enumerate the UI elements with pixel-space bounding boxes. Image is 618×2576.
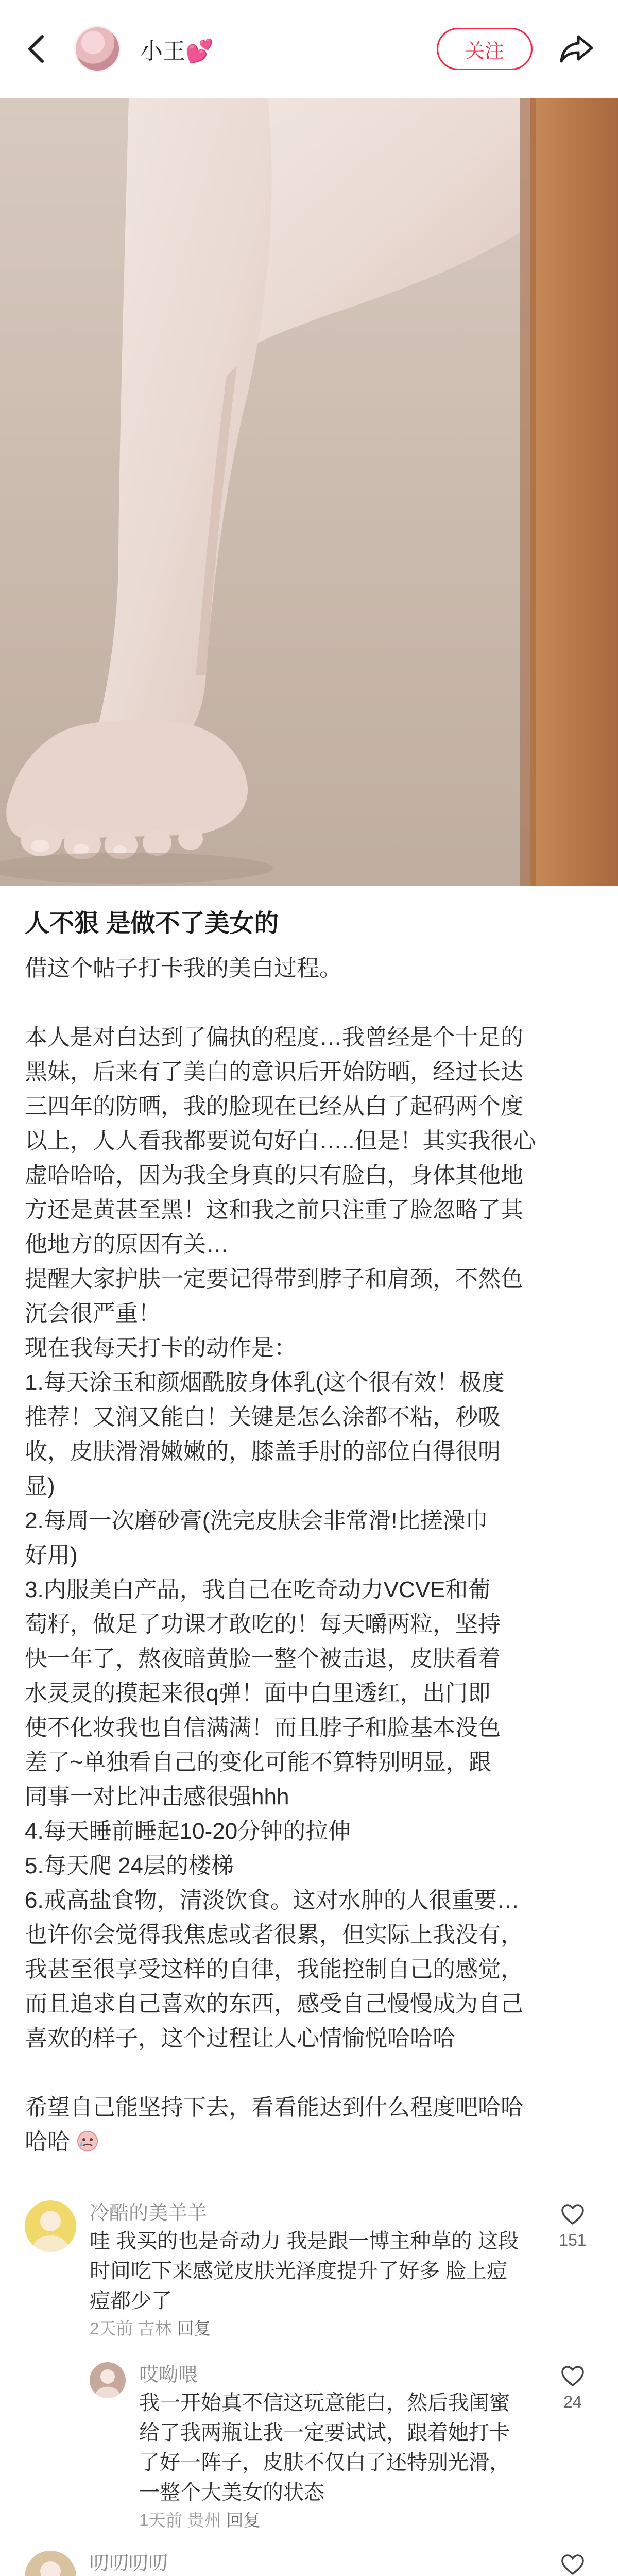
comment-body (76, 2551, 593, 2576)
post-text-line: 而且追求自己喜欢的东西，感受自己慢慢成为自己 (25, 1991, 523, 2016)
post-closing-line: 希望自己能坚持下去，看看能达到什么程度吧哈哈 (25, 2095, 523, 2120)
commenter-name-text: 哎呦喂 (139, 2364, 198, 2386)
comment-body (76, 2200, 593, 2342)
post-text-line: 三四年的防晒，我的脸现在已经从白了起码两个度 (25, 1094, 523, 1119)
like-button[interactable] (552, 2554, 593, 2576)
post-text-line: 1.每天涂玉和颜烟酰胺身体乳(这个很有效！极度 (25, 1370, 505, 1395)
comment-time-location: 1天前 贵州 (139, 2511, 221, 2530)
crying-face-icon (76, 2128, 99, 2162)
post-text-line: 本人是对白达到了偏执的程度…我曾经是个十足的 (25, 1025, 523, 1050)
comment-item (25, 2200, 593, 2342)
reply-item (90, 2362, 593, 2533)
commenter-name[interactable] (90, 2551, 526, 2576)
share-icon (559, 33, 595, 64)
post-text-line: 他地方的原因有关… (25, 1232, 229, 1257)
post-text-line: 6.戒高盐食物，清淡饮食。这对水肿的人很重要… (25, 1888, 520, 1913)
reply-button[interactable]: 回复 (177, 2319, 211, 2338)
commenter-name[interactable] (139, 2362, 526, 2388)
post-text-line: 方还是黄甚至黑！这和我之前只注重了脸忽略了其 (25, 1197, 523, 1223)
comment-section (0, 2185, 618, 2576)
comment-text[interactable] (139, 2388, 526, 2507)
comment-text-content: 哇 我买的也是奇动力 我是跟一博主种草的 这段时间吃下来感觉皮肤光泽度提升了好多 脸上痘痘都少了 (90, 2230, 519, 2312)
post-text-line: 也许你会觉得我焦虑或者很累，但实际上我没有， (25, 1922, 523, 1947)
like-count: 24 (563, 2393, 582, 2411)
post-text-line: 虚哈哈哈，因为我全身真的只有脸白，身体其他地 (25, 1163, 523, 1188)
post-text-line: 好用) (25, 1543, 78, 1568)
comment-meta-row (90, 2316, 526, 2342)
post-closing-text: 哈哈 (25, 2129, 70, 2155)
comment-text-content: 我一开始真不信这玩意能白，然后我闺蜜给了我两瓶让我一定要试试，跟着她打卡了好一阵子，皮肤不仅白了还特别光滑，一整个大美女的状态 (139, 2392, 510, 2504)
reply-button[interactable]: 回复 (226, 2511, 261, 2530)
post-text-line: 我甚至很享受这样的自律，我能控制自己的感觉， (25, 1957, 523, 1982)
post-body (25, 1020, 593, 2056)
share-button[interactable] (556, 28, 597, 70)
post-text-line: 同事一对比冲击感很强hhh (25, 1784, 289, 1809)
post-text-line: 收，皮肤滑滑嫩嫩的，膝盖手肘的部位白得很明 (25, 1439, 501, 1464)
post-text-line: 沉会很严重！ (25, 1301, 161, 1326)
commenter-avatar[interactable] (90, 2362, 126, 2398)
post-text-line: 快一年了，熬夜暗黄脸一整个被击退，皮肤看着 (25, 1646, 501, 1671)
chevron-left-icon (26, 33, 46, 64)
post-text-line: 4.每天睡前睡起10-20分钟的拉伸 (25, 1819, 351, 1844)
comment-time-location: 2天前 吉林 (90, 2319, 172, 2338)
legs-photo-illustration (0, 98, 618, 886)
like-button[interactable] (552, 2204, 593, 2250)
comment-meta-row (139, 2507, 526, 2533)
post-text-line: 喜欢的样子，这个过程让人心情愉悦哈哈哈 (25, 2026, 455, 2051)
post-intro: 借这个帖子打卡我的美白过程。 (25, 956, 342, 981)
post-closing-line-2 (25, 2125, 593, 2162)
heart-icon (561, 2554, 585, 2576)
like-count: 151 (559, 2231, 587, 2249)
post-text-line: 推荐！又润又能白！关键是怎么涂都不粘，秒吸 (25, 1404, 501, 1430)
post-text-line: 以上，人人看我都要说句好白…..但是！其实我很心 (25, 1128, 536, 1154)
post-text-line: 水灵灵的摸起来很q弹！面中白里透红，出门即 (25, 1681, 491, 1706)
heart-icon (561, 2204, 585, 2228)
post-text-line: 显) (25, 1473, 55, 1499)
commenter-name-text: 冷酷的美羊羊 (90, 2202, 208, 2224)
comment-text[interactable] (90, 2226, 526, 2316)
comment-meta (90, 2319, 211, 2338)
commenter-name[interactable] (90, 2200, 526, 2226)
post-text-line: 3.内服美白产品，我自己在吃奇动力VCVE和葡 (25, 1577, 491, 1602)
comment-body (126, 2362, 593, 2533)
post-text-line: 黑妹，后来有了美白的意识后开始防晒，经过长达 (25, 1059, 523, 1084)
heart-icon (561, 2365, 585, 2389)
back-button[interactable] (21, 33, 52, 64)
comment-meta (139, 2511, 261, 2530)
author-avatar[interactable] (74, 26, 121, 72)
post-text-line: 差了~单独看自己的变化可能不算特别明显，跟 (25, 1750, 491, 1775)
post-text-line: 使不化妆我也自信满满！而且脖子和脸基本没色 (25, 1715, 501, 1740)
follow-button[interactable]: 关注 (437, 28, 533, 70)
author-name[interactable]: 小王💕 (140, 39, 214, 64)
post-text-line: 现在我每天打卡的动作是： (25, 1335, 297, 1361)
commenter-avatar[interactable] (25, 2200, 76, 2252)
post-text-line: 2.每周一次磨砂膏(洗完皮肤会非常滑!比搓澡巾 (25, 1508, 488, 1533)
post-text-line: 提醒大家护肤一定要记得带到脖子和肩颈，不然色 (25, 1266, 523, 1292)
commenter-name-text: 叨叨叨叨 (90, 2553, 168, 2574)
post-text-line: 萄籽，做足了功课才敢吃的！每天嚼两粒，坚持 (25, 1612, 501, 1637)
post-photo[interactable] (0, 98, 618, 886)
post-title: 人不狠 是做不了美女的 (25, 910, 279, 937)
comment-item (25, 2551, 593, 2576)
post-text-line: 5.每天爬 24层的楼梯 (25, 1853, 234, 1878)
like-button[interactable] (552, 2365, 593, 2412)
top-bar (0, 0, 618, 98)
post-content (0, 886, 618, 2178)
commenter-avatar[interactable] (25, 2551, 76, 2576)
